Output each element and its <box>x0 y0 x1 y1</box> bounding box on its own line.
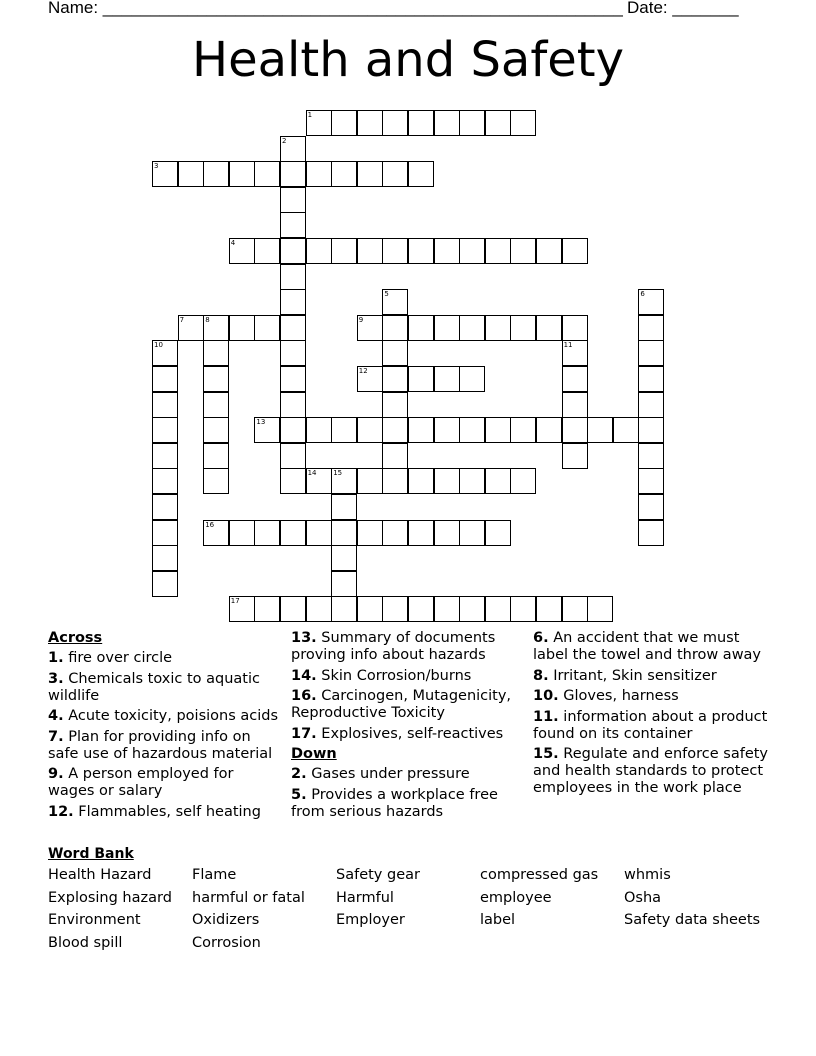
grid-cell[interactable] <box>613 417 639 443</box>
grid-cell[interactable] <box>280 366 306 392</box>
clue-number: 11 <box>563 341 573 350</box>
clue-number: 12 <box>358 367 368 375</box>
grid-cell[interactable] <box>434 238 460 264</box>
grid-cell[interactable] <box>434 520 460 546</box>
grid-cell[interactable] <box>459 366 485 392</box>
grid-cell[interactable] <box>306 161 332 187</box>
clue-number: 3 <box>154 162 159 171</box>
grid-cell[interactable] <box>357 110 383 136</box>
grid-cell[interactable] <box>254 596 280 622</box>
grid-cell[interactable] <box>434 417 460 443</box>
grid-cell[interactable] <box>331 417 357 443</box>
grid-cell[interactable] <box>382 315 408 341</box>
clue-number: 9 <box>358 315 364 324</box>
grid-cell[interactable] <box>152 443 178 469</box>
grid-cell[interactable] <box>562 238 588 264</box>
word-bank-item: Harmful <box>336 889 394 906</box>
grid-cell[interactable] <box>638 443 664 469</box>
grid-cell[interactable] <box>638 417 664 443</box>
grid-cell[interactable] <box>434 110 460 136</box>
grid-cell[interactable] <box>331 494 357 520</box>
date-field: Date: _______ <box>627 0 739 17</box>
grid-cell[interactable] <box>331 161 357 187</box>
grid-cell[interactable] <box>587 417 613 443</box>
across-clue: 16. Carcinogen, Mutagenicity, Reproductive Toxicity <box>291 688 512 721</box>
clue-number: 6 <box>640 290 645 299</box>
clue-number: 13 <box>256 418 266 427</box>
word-bank-item: Explosing hazard <box>48 889 172 906</box>
grid-cell[interactable] <box>203 366 229 392</box>
word-bank-item: Safety gear <box>336 867 420 883</box>
grid-cell[interactable] <box>254 238 280 264</box>
grid-cell[interactable] <box>459 596 485 622</box>
grid-cell[interactable] <box>382 468 408 494</box>
grid-cell[interactable] <box>280 238 306 264</box>
grid-cell[interactable] <box>485 468 511 494</box>
grid-cell[interactable] <box>382 110 408 136</box>
grid-cell[interactable] <box>357 315 383 341</box>
grid-cell[interactable] <box>638 520 664 546</box>
word-bank-item: Environment <box>48 912 141 928</box>
word-bank-item: Oxidizers <box>192 912 260 928</box>
grid-cell[interactable] <box>408 315 434 341</box>
grid-cell[interactable] <box>382 520 408 546</box>
grid-cell[interactable] <box>459 238 485 264</box>
clue-number: 4 <box>230 239 236 247</box>
grid-cell[interactable] <box>178 315 204 341</box>
grid-cell[interactable] <box>280 392 306 418</box>
grid-cell[interactable] <box>536 596 562 622</box>
grid-cell[interactable] <box>331 238 357 264</box>
grid-cell[interactable] <box>357 417 383 443</box>
grid-cell[interactable] <box>203 392 229 418</box>
grid-cell[interactable] <box>229 238 255 264</box>
grid-cell[interactable] <box>306 110 332 136</box>
grid-cell[interactable] <box>434 468 460 494</box>
grid-cell[interactable] <box>510 315 536 341</box>
down-clue: 10. Gloves, harness <box>533 688 679 704</box>
down-clue: 11. information about a product found on its container <box>533 708 768 742</box>
grid-cell[interactable] <box>485 110 511 136</box>
across-clue: 17. Explosives, self-reactives <box>291 725 504 742</box>
down-clue: 6. An accident that we must label the towel and throw away <box>533 630 762 663</box>
grid-cell[interactable] <box>306 238 332 264</box>
grid-cell[interactable] <box>408 520 434 546</box>
across-clue: 12. Flammables, self heating <box>48 803 261 820</box>
grid-cell[interactable] <box>638 340 664 366</box>
grid-cell[interactable] <box>280 315 306 341</box>
grid-cell[interactable] <box>408 417 434 443</box>
down-clue: 8. Irritant, Skin sensitizer <box>533 667 717 684</box>
grid-cell[interactable] <box>254 161 280 187</box>
name-field: Name: _______________________________________________________ <box>48 0 623 17</box>
across-clue: 3. Chemicals toxic to aquatic wildlife <box>48 670 260 704</box>
grid-cell[interactable] <box>152 392 178 418</box>
grid-cell[interactable] <box>306 417 332 443</box>
grid-cell[interactable] <box>562 315 588 341</box>
grid-cell[interactable] <box>562 340 588 366</box>
grid-cell[interactable] <box>229 161 255 187</box>
grid-cell[interactable] <box>229 520 255 546</box>
clue-number: 10 <box>154 341 163 350</box>
grid-cell[interactable] <box>562 596 588 622</box>
down-heading: Down <box>291 746 337 762</box>
grid-cell[interactable] <box>485 520 511 546</box>
word-bank-item: compressed gas <box>480 867 599 883</box>
grid-cell[interactable] <box>331 468 357 494</box>
word-bank-item: Flame <box>192 867 237 883</box>
grid-cell[interactable] <box>638 289 664 315</box>
across-clue: 9. A person employed for wages or salary <box>48 766 234 799</box>
clues-column-1 <box>48 630 284 824</box>
grid-cell[interactable] <box>280 136 306 162</box>
grid-cell[interactable] <box>357 366 383 392</box>
word-bank-item: Employer <box>336 912 405 928</box>
clue-number: 15 <box>333 469 343 478</box>
grid-cell[interactable] <box>203 161 229 187</box>
word-bank-item: harmful or fatal <box>192 889 305 906</box>
word-bank-item: Health Hazard <box>48 867 152 883</box>
grid-cell[interactable] <box>382 366 408 392</box>
grid-cell[interactable] <box>485 315 511 341</box>
grid-cell[interactable] <box>562 366 588 392</box>
down-clue: 2. Gases under pressure <box>291 766 470 782</box>
grid-cell[interactable] <box>331 545 357 571</box>
grid-cell[interactable] <box>229 315 255 341</box>
across-clue: 14. Skin Corrosion/burns <box>291 667 472 684</box>
clue-number: 17 <box>230 597 240 606</box>
down-clue: 15. Regulate and enforce safety and health standards to protect employees in the work place <box>533 746 769 796</box>
word-bank-item: Blood spill <box>48 934 123 951</box>
clue-number: 16 <box>205 520 215 529</box>
grid-cell[interactable] <box>459 315 485 341</box>
grid-cell[interactable] <box>152 417 178 443</box>
grid-cell[interactable] <box>203 340 229 366</box>
grid-cell[interactable] <box>459 417 485 443</box>
grid-cell[interactable] <box>485 238 511 264</box>
grid-cell[interactable] <box>152 571 178 597</box>
page-title: Health and Safety <box>192 32 624 88</box>
grid-cell[interactable] <box>408 110 434 136</box>
grid-cell[interactable] <box>280 443 306 469</box>
clues-column-2 <box>291 630 527 824</box>
grid-cell[interactable] <box>280 161 306 187</box>
across-clue: 4. Acute toxicity, poisions acids <box>48 708 279 724</box>
grid-cell[interactable] <box>510 238 536 264</box>
clue-number: 5 <box>384 290 389 299</box>
grid-cell[interactable] <box>152 161 178 187</box>
grid-cell[interactable] <box>280 212 306 238</box>
grid-cell[interactable] <box>152 366 178 392</box>
word-bank-item: Corrosion <box>192 934 261 951</box>
across-clue: 1. fire over circle <box>48 650 173 666</box>
grid-cell[interactable] <box>280 289 306 315</box>
grid-cell[interactable] <box>331 520 357 546</box>
grid-cell[interactable] <box>434 366 460 392</box>
grid-cell[interactable] <box>331 110 357 136</box>
grid-cell[interactable] <box>331 571 357 597</box>
grid-cell[interactable] <box>510 468 536 494</box>
grid-cell[interactable] <box>510 596 536 622</box>
grid-cell[interactable] <box>280 417 306 443</box>
grid-cell[interactable] <box>306 520 332 546</box>
grid-cell[interactable] <box>638 392 664 418</box>
grid-cell[interactable] <box>382 417 408 443</box>
grid-cell[interactable] <box>638 366 664 392</box>
grid-cell[interactable] <box>280 264 306 290</box>
grid-cell[interactable] <box>434 315 460 341</box>
grid-cell[interactable] <box>382 392 408 418</box>
grid-cell[interactable] <box>152 340 178 366</box>
grid-cell[interactable] <box>203 443 229 469</box>
grid-cell[interactable] <box>562 392 588 418</box>
grid-cell[interactable] <box>178 161 204 187</box>
grid-cell[interactable] <box>408 366 434 392</box>
grid-cell[interactable] <box>485 596 511 622</box>
grid-cell[interactable] <box>357 238 383 264</box>
grid-cell[interactable] <box>152 468 178 494</box>
grid-cell[interactable] <box>152 520 178 546</box>
word-bank-item: whmis <box>624 867 671 883</box>
grid-cell[interactable] <box>357 596 383 622</box>
grid-cell[interactable] <box>357 520 383 546</box>
grid-cell[interactable] <box>382 238 408 264</box>
across-clue: 7. Plan for providing info on safe use of hazardous material <box>48 728 273 762</box>
grid-cell[interactable] <box>562 417 588 443</box>
clue-number: 2 <box>282 136 287 145</box>
grid-cell[interactable] <box>562 443 588 469</box>
grid-cell[interactable] <box>638 315 664 341</box>
grid-cell[interactable] <box>485 417 511 443</box>
grid-cell[interactable] <box>357 468 383 494</box>
word-bank-item: Osha <box>624 889 662 906</box>
grid-cell[interactable] <box>357 161 383 187</box>
grid-cell[interactable] <box>280 520 306 546</box>
grid-cell[interactable] <box>638 494 664 520</box>
clue-number: 14 <box>307 469 317 478</box>
clues-column-3 <box>533 630 769 801</box>
grid-cell[interactable] <box>203 520 229 546</box>
grid-cell[interactable] <box>306 468 332 494</box>
grid-cell[interactable] <box>382 289 408 315</box>
grid-cell[interactable] <box>408 161 434 187</box>
grid-cell[interactable] <box>408 468 434 494</box>
grid-cell[interactable] <box>382 340 408 366</box>
grid-cell[interactable] <box>254 315 280 341</box>
grid-cell[interactable] <box>280 340 306 366</box>
clue-number: 1 <box>307 111 313 119</box>
grid-cell[interactable] <box>280 187 306 213</box>
grid-cell[interactable] <box>408 596 434 622</box>
across-heading: Across <box>48 630 103 646</box>
word-bank-item: label <box>480 912 516 928</box>
grid-cell[interactable] <box>408 238 434 264</box>
grid-cell[interactable] <box>536 238 562 264</box>
grid-cell[interactable] <box>459 468 485 494</box>
across-clue: 13. Summary of documents proving info about hazards <box>291 630 496 663</box>
grid-cell[interactable] <box>587 596 613 622</box>
grid-cell[interactable] <box>510 110 536 136</box>
grid-cell[interactable] <box>280 596 306 622</box>
grid-cell[interactable] <box>152 494 178 520</box>
grid-cell[interactable] <box>459 110 485 136</box>
grid-cell[interactable] <box>382 161 408 187</box>
grid-cell[interactable] <box>229 596 255 622</box>
grid-cell[interactable] <box>459 520 485 546</box>
grid-cell[interactable] <box>536 315 562 341</box>
grid-cell[interactable] <box>254 417 280 443</box>
clue-number: 8 <box>205 315 210 324</box>
clue-number: 7 <box>179 315 185 324</box>
grid-cell[interactable] <box>203 468 229 494</box>
grid-cell[interactable] <box>203 417 229 443</box>
grid-cell[interactable] <box>434 596 460 622</box>
grid-cell[interactable] <box>203 315 229 341</box>
grid-cell[interactable] <box>382 443 408 469</box>
down-clue: 5. Provides a workplace free from serious hazards <box>291 786 498 820</box>
grid-cell[interactable] <box>280 468 306 494</box>
grid-cell[interactable] <box>536 417 562 443</box>
word-bank-title: Word Bank <box>48 846 134 862</box>
grid-cell[interactable] <box>306 596 332 622</box>
word-bank-item: employee <box>480 889 552 906</box>
grid-cell[interactable] <box>331 596 357 622</box>
grid-cell[interactable] <box>638 468 664 494</box>
word-bank-item: Safety data sheets <box>624 912 761 928</box>
grid-cell[interactable] <box>510 417 536 443</box>
grid-cell[interactable] <box>152 545 178 571</box>
grid-cell[interactable] <box>382 596 408 622</box>
grid-cell[interactable] <box>254 520 280 546</box>
